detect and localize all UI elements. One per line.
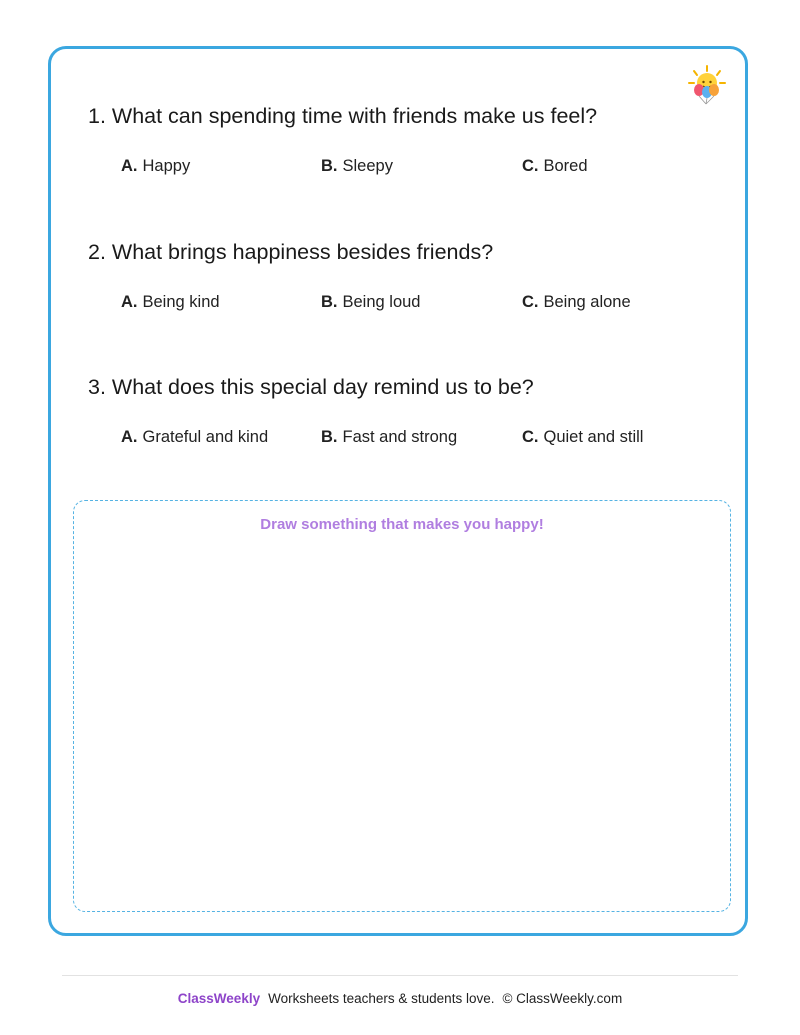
option-c[interactable] [522,157,588,176]
option-text: Grateful and kind [142,428,269,446]
option-letter: C. [522,157,539,175]
option-letter: A. [121,157,138,175]
option-letter: B. [321,293,338,311]
question-title: 2. What brings happiness besides friends? [88,240,494,264]
question-3 [88,375,728,450]
option-letter: A. [121,428,138,446]
option-letter: B. [321,428,338,446]
option-text: Being loud [342,293,421,311]
option-text: Bored [543,157,588,175]
option-letter: B. [321,157,338,175]
option-text: Quiet and still [543,428,644,446]
option-letter: A. [121,293,138,311]
footer-divider [62,975,738,976]
footer-copyright: © ClassWeekly.com [502,991,623,1006]
footer [0,991,800,1006]
option-letter: C. [522,293,539,311]
option-a[interactable] [121,428,268,447]
option-b[interactable] [321,293,420,312]
answer-options [88,293,728,315]
footer-tagline: Worksheets teachers & students love. [268,991,495,1006]
option-b[interactable] [321,428,457,447]
option-text: Fast and strong [342,428,458,446]
option-text: Being kind [142,293,220,311]
question-1 [88,104,728,179]
question-title: 3. What does this special day remind us to be? [88,375,534,399]
answer-options [88,157,728,179]
option-text: Being alone [543,293,631,311]
footer-brand: ClassWeekly [177,991,261,1006]
drawing-area[interactable] [73,500,731,912]
option-a[interactable] [121,157,190,176]
option-letter: C. [522,428,539,446]
option-c[interactable] [522,293,631,312]
question-title: 1. What can spending time with friends make us feel? [88,104,598,128]
option-text: Sleepy [342,157,393,175]
drawing-prompt: Draw something that makes you happy! [260,516,544,533]
option-text: Happy [142,157,191,175]
question-2 [88,240,728,315]
option-a[interactable] [121,293,220,312]
option-c[interactable] [522,428,643,447]
sun-with-balloons-icon [686,64,728,106]
option-b[interactable] [321,157,393,176]
answer-options [88,428,728,450]
